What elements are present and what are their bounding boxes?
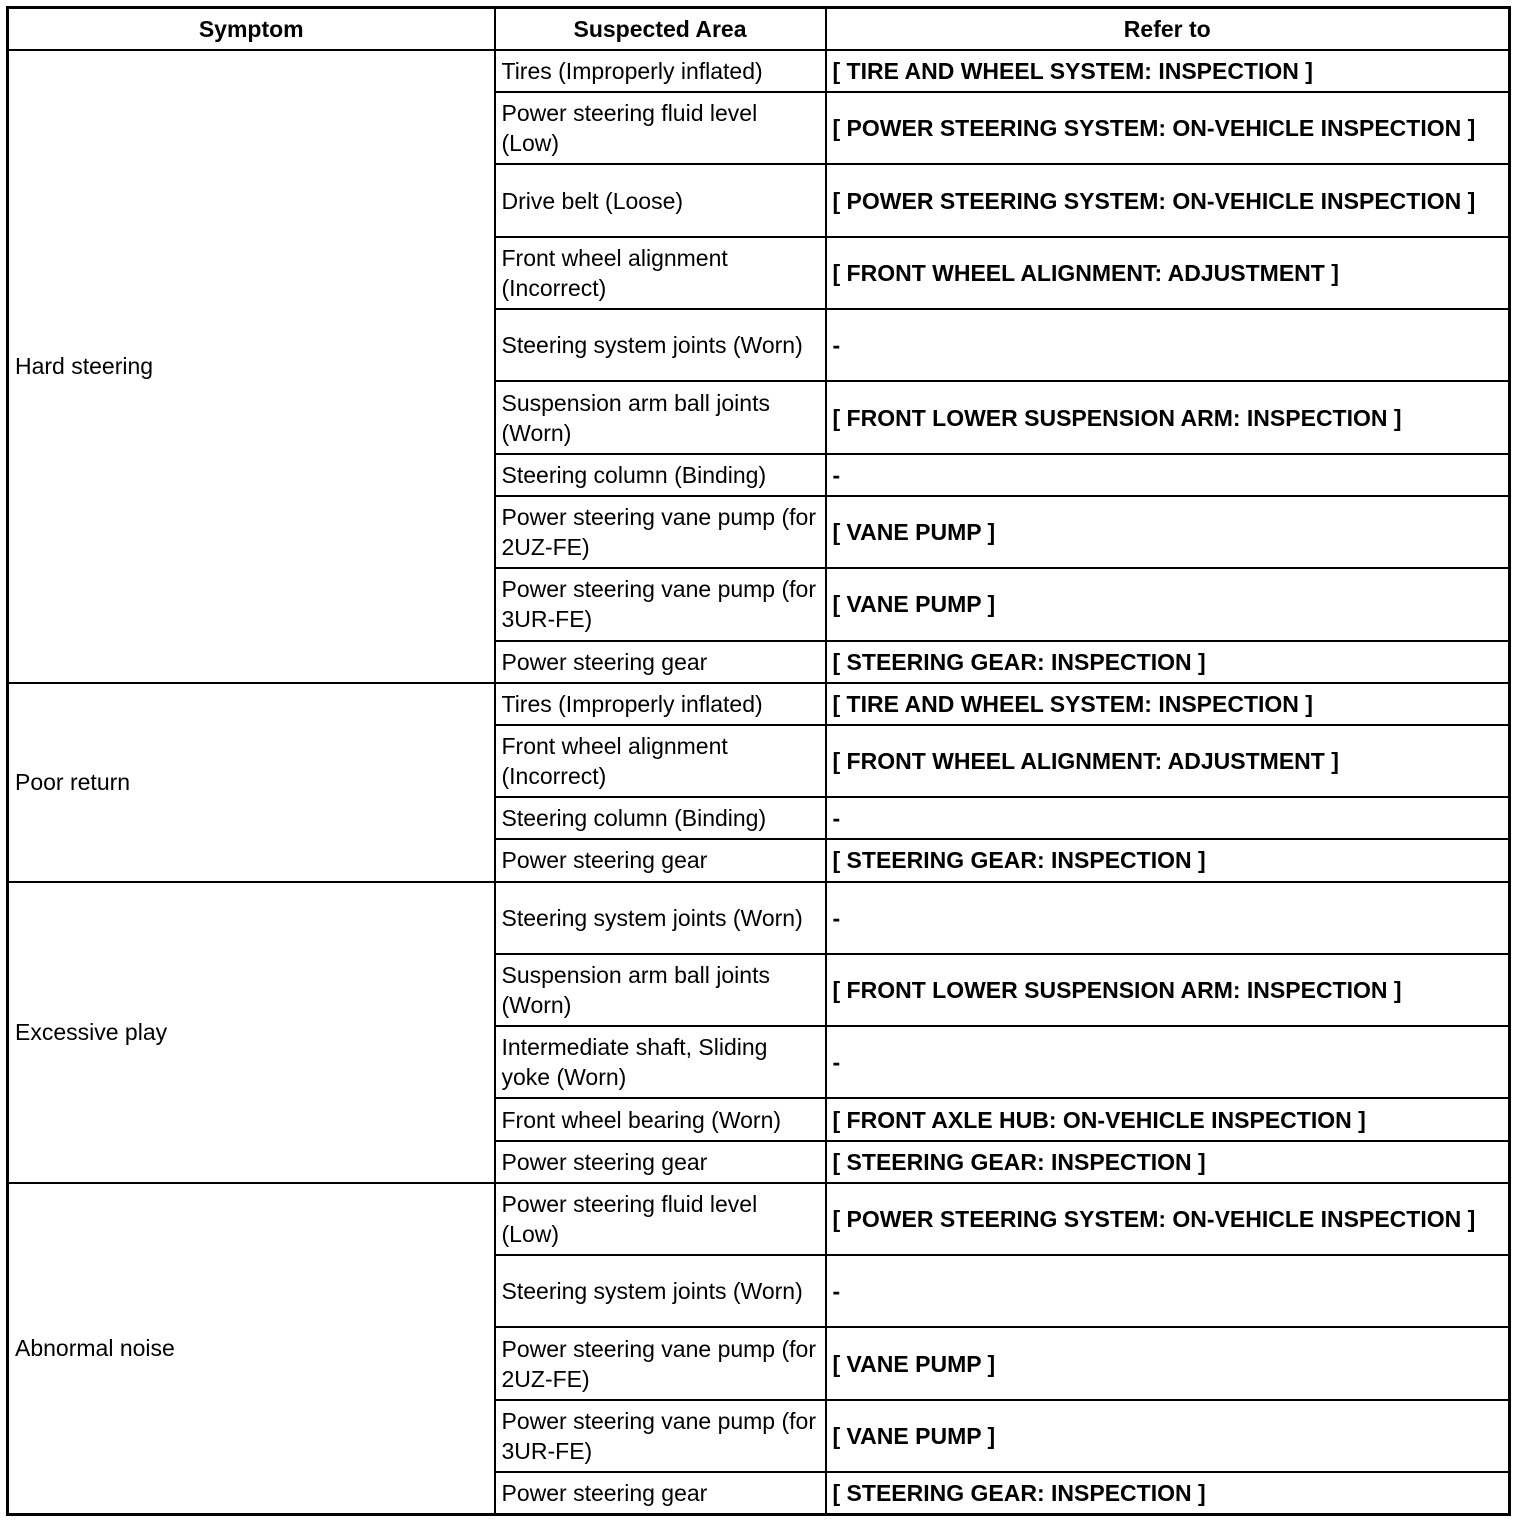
suspected-area-cell: Power steering gear xyxy=(495,1141,826,1183)
suspected-area-cell: Drive belt (Loose) xyxy=(495,164,826,236)
refer-to-cell: - xyxy=(826,309,1510,381)
refer-to-cell: - xyxy=(826,882,1510,954)
refer-to-cell: [ FRONT AXLE HUB: ON-VEHICLE INSPECTION ] xyxy=(826,1098,1510,1140)
table-row xyxy=(8,882,1510,954)
suspected-area-cell: Power steering fluid level (Low) xyxy=(495,92,826,164)
suspected-area-cell: Power steering vane pump (for 2UZ-FE) xyxy=(495,1327,826,1399)
table-row xyxy=(8,50,1510,92)
suspected-area-cell: Power steering gear xyxy=(495,1472,826,1514)
suspected-area-cell: Power steering fluid level (Low) xyxy=(495,1183,826,1255)
suspected-area-cell: Power steering vane pump (for 3UR-FE) xyxy=(495,568,826,640)
refer-to-cell: [ VANE PUMP ] xyxy=(826,1327,1510,1399)
suspected-area-cell: Power steering vane pump (for 3UR-FE) xyxy=(495,1400,826,1472)
refer-to-cell: - xyxy=(826,797,1510,839)
refer-to-cell: [ VANE PUMP ] xyxy=(826,568,1510,640)
suspected-area-cell: Power steering gear xyxy=(495,641,826,683)
symptom-cell: Hard steering xyxy=(8,50,495,683)
suspected-area-cell: Suspension arm ball joints (Worn) xyxy=(495,381,826,453)
refer-to-cell: [ STEERING GEAR: INSPECTION ] xyxy=(826,839,1510,881)
header-suspected-area: Suspected Area xyxy=(495,8,826,51)
refer-to-cell: [ VANE PUMP ] xyxy=(826,496,1510,568)
header-symptom: Symptom xyxy=(8,8,495,51)
suspected-area-cell: Steering system joints (Worn) xyxy=(495,882,826,954)
symptom-cell: Poor return xyxy=(8,683,495,882)
suspected-area-cell: Steering column (Binding) xyxy=(495,454,826,496)
refer-to-cell: - xyxy=(826,1026,1510,1098)
suspected-area-cell: Front wheel bearing (Worn) xyxy=(495,1098,826,1140)
table-body xyxy=(8,50,1510,1515)
refer-to-cell: [ VANE PUMP ] xyxy=(826,1400,1510,1472)
refer-to-cell: [ POWER STEERING SYSTEM: ON-VEHICLE INSPECTION ] xyxy=(826,1183,1510,1255)
suspected-area-cell: Tires (Improperly inflated) xyxy=(495,683,826,725)
refer-to-cell: [ FRONT LOWER SUSPENSION ARM: INSPECTION ] xyxy=(826,954,1510,1026)
refer-to-cell: [ FRONT LOWER SUSPENSION ARM: INSPECTION ] xyxy=(826,381,1510,453)
suspected-area-cell: Tires (Improperly inflated) xyxy=(495,50,826,92)
suspected-area-cell: Suspension arm ball joints (Worn) xyxy=(495,954,826,1026)
refer-to-cell: - xyxy=(826,1255,1510,1327)
refer-to-cell: - xyxy=(826,454,1510,496)
refer-to-cell: [ FRONT WHEEL ALIGNMENT: ADJUSTMENT ] xyxy=(826,237,1510,309)
refer-to-cell: [ STEERING GEAR: INSPECTION ] xyxy=(826,1472,1510,1514)
suspected-area-cell: Intermediate shaft, Sliding yoke (Worn) xyxy=(495,1026,826,1098)
header-row xyxy=(8,8,1510,51)
refer-to-cell: [ POWER STEERING SYSTEM: ON-VEHICLE INSPECTION ] xyxy=(826,92,1510,164)
table-row xyxy=(8,1183,1510,1255)
refer-to-cell: [ STEERING GEAR: INSPECTION ] xyxy=(826,641,1510,683)
refer-to-cell: [ STEERING GEAR: INSPECTION ] xyxy=(826,1141,1510,1183)
refer-to-cell: [ FRONT WHEEL ALIGNMENT: ADJUSTMENT ] xyxy=(826,725,1510,797)
suspected-area-cell: Front wheel alignment (Incorrect) xyxy=(495,725,826,797)
symptom-cell: Abnormal noise xyxy=(8,1183,495,1515)
suspected-area-cell: Power steering vane pump (for 2UZ-FE) xyxy=(495,496,826,568)
refer-to-cell: [ TIRE AND WHEEL SYSTEM: INSPECTION ] xyxy=(826,683,1510,725)
suspected-area-cell: Steering column (Binding) xyxy=(495,797,826,839)
header-refer-to: Refer to xyxy=(826,8,1510,51)
refer-to-cell: [ TIRE AND WHEEL SYSTEM: INSPECTION ] xyxy=(826,50,1510,92)
table-row xyxy=(8,683,1510,725)
suspected-area-cell: Steering system joints (Worn) xyxy=(495,1255,826,1327)
suspected-area-cell: Front wheel alignment (Incorrect) xyxy=(495,237,826,309)
suspected-area-cell: Power steering gear xyxy=(495,839,826,881)
refer-to-cell: [ POWER STEERING SYSTEM: ON-VEHICLE INSPECTION ] xyxy=(826,164,1510,236)
suspected-area-cell: Steering system joints (Worn) xyxy=(495,309,826,381)
symptom-cell: Excessive play xyxy=(8,882,495,1183)
troubleshooting-table xyxy=(6,6,1511,1516)
